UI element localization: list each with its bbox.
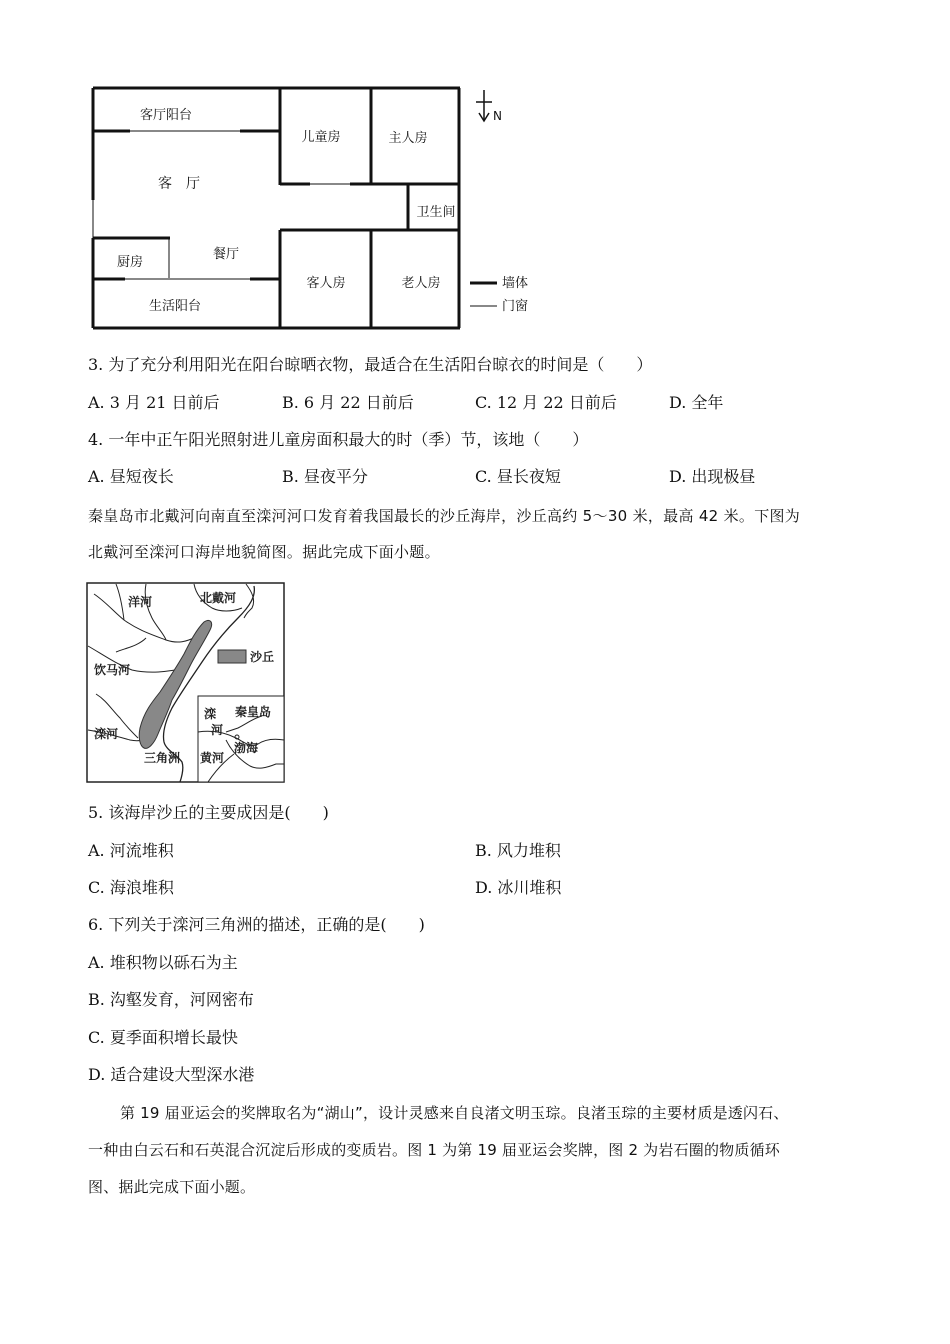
coastal-dune-map [86,582,286,784]
q4-option-a: A. 昼短夜长 [88,467,174,486]
q5-option-c: C. 海浪堆积 [88,878,174,897]
floor-plan-figure [0,0,950,340]
room-kitchen: 厨房 [116,255,144,270]
question-5-stem: 5. 该海岸沙丘的主要成因是( ) [88,803,329,822]
passage-3-line-3: 图、据此完成下面小题。 [88,1178,256,1196]
room-master: 主人房 [388,131,428,146]
inset-label-he: 河 [210,723,224,737]
map-label-beidaihe: 北戴河 [199,591,237,605]
passage-3-line-1: 第 19 届亚运会的奖牌取名为“湖山”，设计灵感来自良渚文明玉琮。良渚玉琮的主要材质是透闪石、 [120,1104,789,1122]
question-4-stem: 4. 一年中正午阳光照射进儿童房面积最大的时（季）节，该地（ ） [88,430,589,449]
q3-option-a: A. 3 月 21 日前后 [88,393,220,412]
q6-option-d: D. 适合建设大型深水港 [88,1065,255,1084]
room-guest: 客人房 [306,276,346,291]
room-living-room: 客 厅 [158,176,200,192]
q6-option-a: A. 堆积物以砾石为主 [88,953,238,972]
q6-option-b: B. 沟壑发育，河网密布 [88,990,254,1009]
north-label: N [493,109,502,123]
q3-option-d: D. 全年 [669,393,724,412]
inset-label-huanghe: 黄河 [199,751,225,765]
room-children: 儿童房 [301,130,341,145]
map-label-yinmahe: 饮马河 [93,663,131,677]
q6-option-c: C. 夏季面积增长最快 [88,1028,238,1047]
q5-option-b: B. 风力堆积 [475,841,561,860]
q4-option-d: D. 出现极昼 [669,467,756,486]
room-bathroom: 卫生间 [416,205,456,220]
room-dining: 餐厅 [212,247,240,262]
room-living-balcony: 客厅阳台 [139,108,193,123]
map-label-yanghe: 洋河 [127,595,153,609]
question-6-stem: 6. 下列关于滦河三角洲的描述，正确的是( ) [88,915,425,934]
q3-option-b: B. 6 月 22 日前后 [282,393,414,412]
map-legend-dune: 沙丘 [250,650,275,664]
map-label-delta: 三角洲 [143,751,181,765]
inset-label-qinhuangdao: 秦皇岛 [234,705,272,719]
q4-option-b: B. 昼夜平分 [282,467,368,486]
map-label-luanhe: 滦河 [93,727,119,741]
q5-option-d: D. 冰川堆积 [475,878,562,897]
passage-2-line-1: 秦皇岛市北戴河向南直至滦河河口发育着我国最长的沙丘海岸，沙丘高约 5～30 米，最高 42 米。下图为 [88,507,801,525]
room-elder: 老人房 [401,276,441,291]
legend-wall-label: 墙体 [502,276,529,291]
inset-label-luan: 滦 [203,707,217,721]
q5-option-a: A. 河流堆积 [88,841,174,860]
room-life-balcony: 生活阳台 [148,299,202,314]
legend-door-window-label: 门窗 [502,299,529,314]
q4-option-c: C. 昼长夜短 [475,467,561,486]
inset-label-bohai: 渤海 [233,741,259,755]
question-3-stem: 3. 为了充分利用阳光在阳台晾晒衣物，最适合在生活阳台晾衣的时间是（ ） [88,355,653,374]
q3-option-c: C. 12 月 22 日前后 [475,393,617,412]
passage-3-line-2: 一种由白云石和石英混合沉淀后形成的变质岩。图 1 为第 19 届亚运会奖牌，图 2 为岩石圈的物质循环 [88,1141,780,1159]
passage-2-line-2: 北戴河至滦河口海岸地貌简图。据此完成下面小题。 [88,543,440,561]
